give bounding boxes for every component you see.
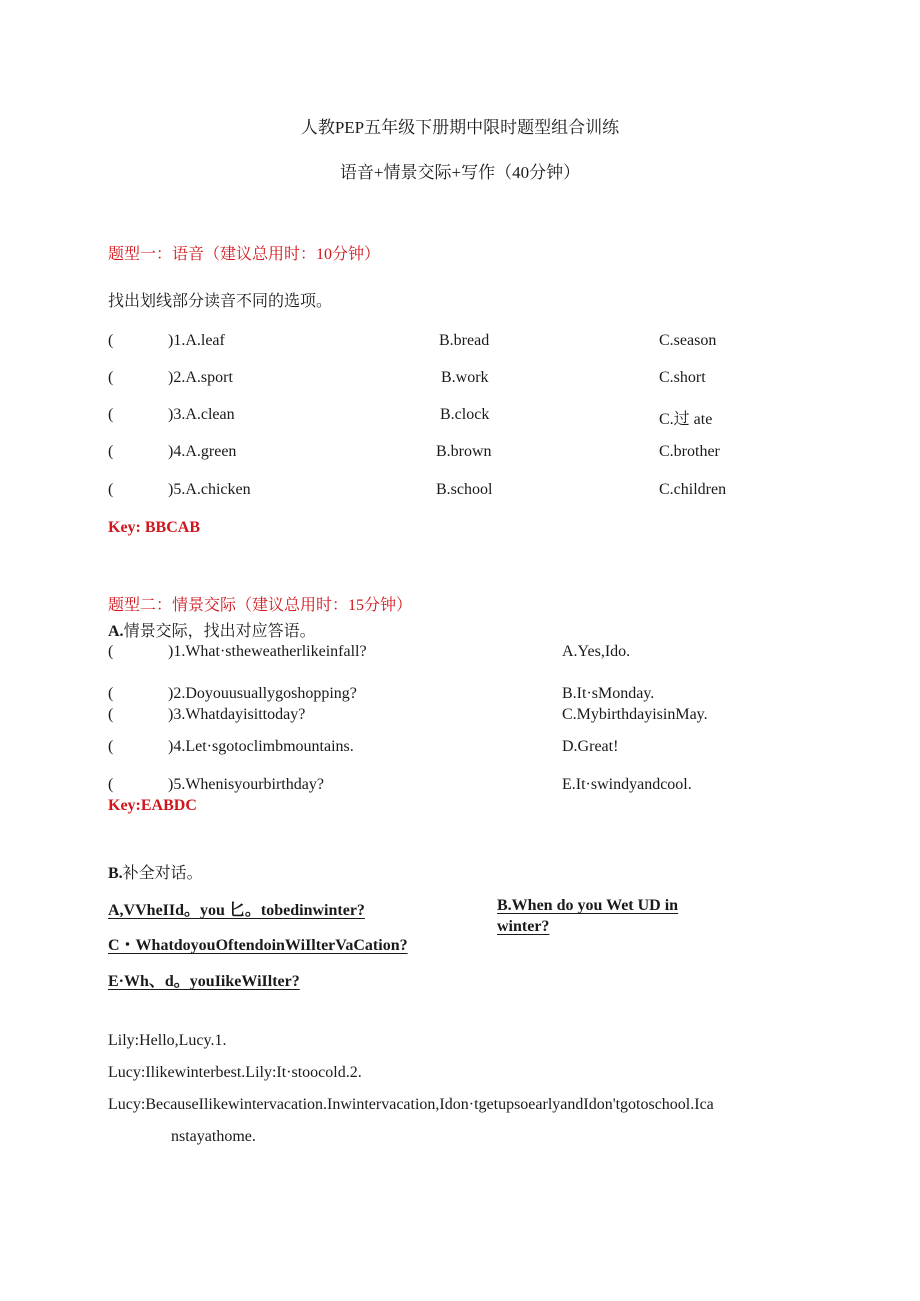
question-text: )5.Whenisyourbirthday? xyxy=(168,776,324,793)
part-b-label: B. xyxy=(108,865,123,882)
dialogue-line: Lucy:BecauseIlikewintervacation.Inwintervacation,Idon·tgetupsoearlyandIdon'tgotoschool.Ica xyxy=(108,1096,714,1113)
section1-answer-key: Key: BBCAB xyxy=(108,519,200,536)
part-a-text: 情景交际，找出对应答语。 xyxy=(123,623,316,640)
dialogue-line: Lily:Hello,Lucy.1. xyxy=(108,1032,227,1049)
answer-paren: ( xyxy=(108,443,114,460)
answer-paren: ( xyxy=(108,332,114,349)
option-b-line1: B.When do you Wet UD in xyxy=(497,897,679,914)
question-option-b: B.brown xyxy=(436,443,492,460)
answer-paren: ( xyxy=(108,776,114,793)
section2-part-a-instruction xyxy=(108,618,316,641)
option-a: A,VVheIId。you 匕。tobedinwinter? xyxy=(108,902,365,919)
answer-paren: ( xyxy=(108,685,114,702)
section2-heading: 题型二：情景交际（建议总用时：15分钟） xyxy=(108,597,413,614)
part-b-text: 补全对话。 xyxy=(122,865,203,882)
question-option-a: )2.A.sport xyxy=(168,369,233,386)
answer-choice: C.MybirthdayisinMay. xyxy=(562,706,708,723)
question-text: )2.Doyouusuallygoshopping? xyxy=(168,685,357,702)
part-a-label: A. xyxy=(108,623,124,640)
question-option-b: B.bread xyxy=(439,332,490,349)
section1-instruction: 找出划线部分读音不同的选项。 xyxy=(108,293,333,310)
answer-paren: ( xyxy=(108,706,114,723)
question-option-a: )3.A.clean xyxy=(168,406,235,423)
question-option-c: C.season xyxy=(659,332,717,349)
answer-choice: A.Yes,Ido. xyxy=(562,643,631,660)
answer-choice: D.Great! xyxy=(562,738,619,755)
section2-answer-key: Key:EABDC xyxy=(108,797,197,814)
question-text: )3.Whatdayisittoday? xyxy=(168,706,306,723)
answer-paren: ( xyxy=(108,481,114,498)
option-c: C・WhatdoyouOftendoinWiIlterVaCation? xyxy=(108,937,408,954)
question-option-b: B.work xyxy=(441,369,489,386)
option-b-line2: winter? xyxy=(497,918,550,935)
question-option-a: )5.A.chicken xyxy=(168,481,251,498)
page-subtitle: 语音+情景交际+写作（40分钟） xyxy=(339,163,581,182)
dialogue-line: nstayathome. xyxy=(171,1128,256,1145)
question-option-c: C.brother xyxy=(659,443,720,460)
question-option-c: C.children xyxy=(659,481,727,498)
option-e: E·Wh、d。youIikeWiIlter? xyxy=(108,973,300,990)
dialogue-line: Lucy:Ilikewinterbest.Lily:It·stoocold.2. xyxy=(108,1064,362,1081)
question-option-b: B.school xyxy=(436,481,493,498)
question-option-a: )4.A.green xyxy=(168,443,237,460)
answer-paren: ( xyxy=(108,369,114,386)
section1-heading: 题型一：语音（建议总用时：10分钟） xyxy=(108,246,381,263)
answer-paren: ( xyxy=(108,738,114,755)
question-option-a: )1.A.leaf xyxy=(168,332,225,349)
section2-part-b-instruction xyxy=(108,860,203,883)
question-option-c: C.short xyxy=(659,369,706,386)
answer-choice: E.It·swindyandcool. xyxy=(562,776,692,793)
answer-paren: ( xyxy=(108,643,114,660)
question-option-b: B.clock xyxy=(440,406,490,423)
question-text: )4.Let·sgotoclimbmountains. xyxy=(168,738,354,755)
question-text: )1.What·stheweatherlikeinfall? xyxy=(168,643,367,660)
answer-paren: ( xyxy=(108,406,114,423)
question-option-c: C.过 ate xyxy=(659,411,713,428)
answer-choice: B.It·sMonday. xyxy=(562,685,655,702)
page-title: 人教PEP五年级下册期中限时题型组合训练 xyxy=(300,118,620,137)
